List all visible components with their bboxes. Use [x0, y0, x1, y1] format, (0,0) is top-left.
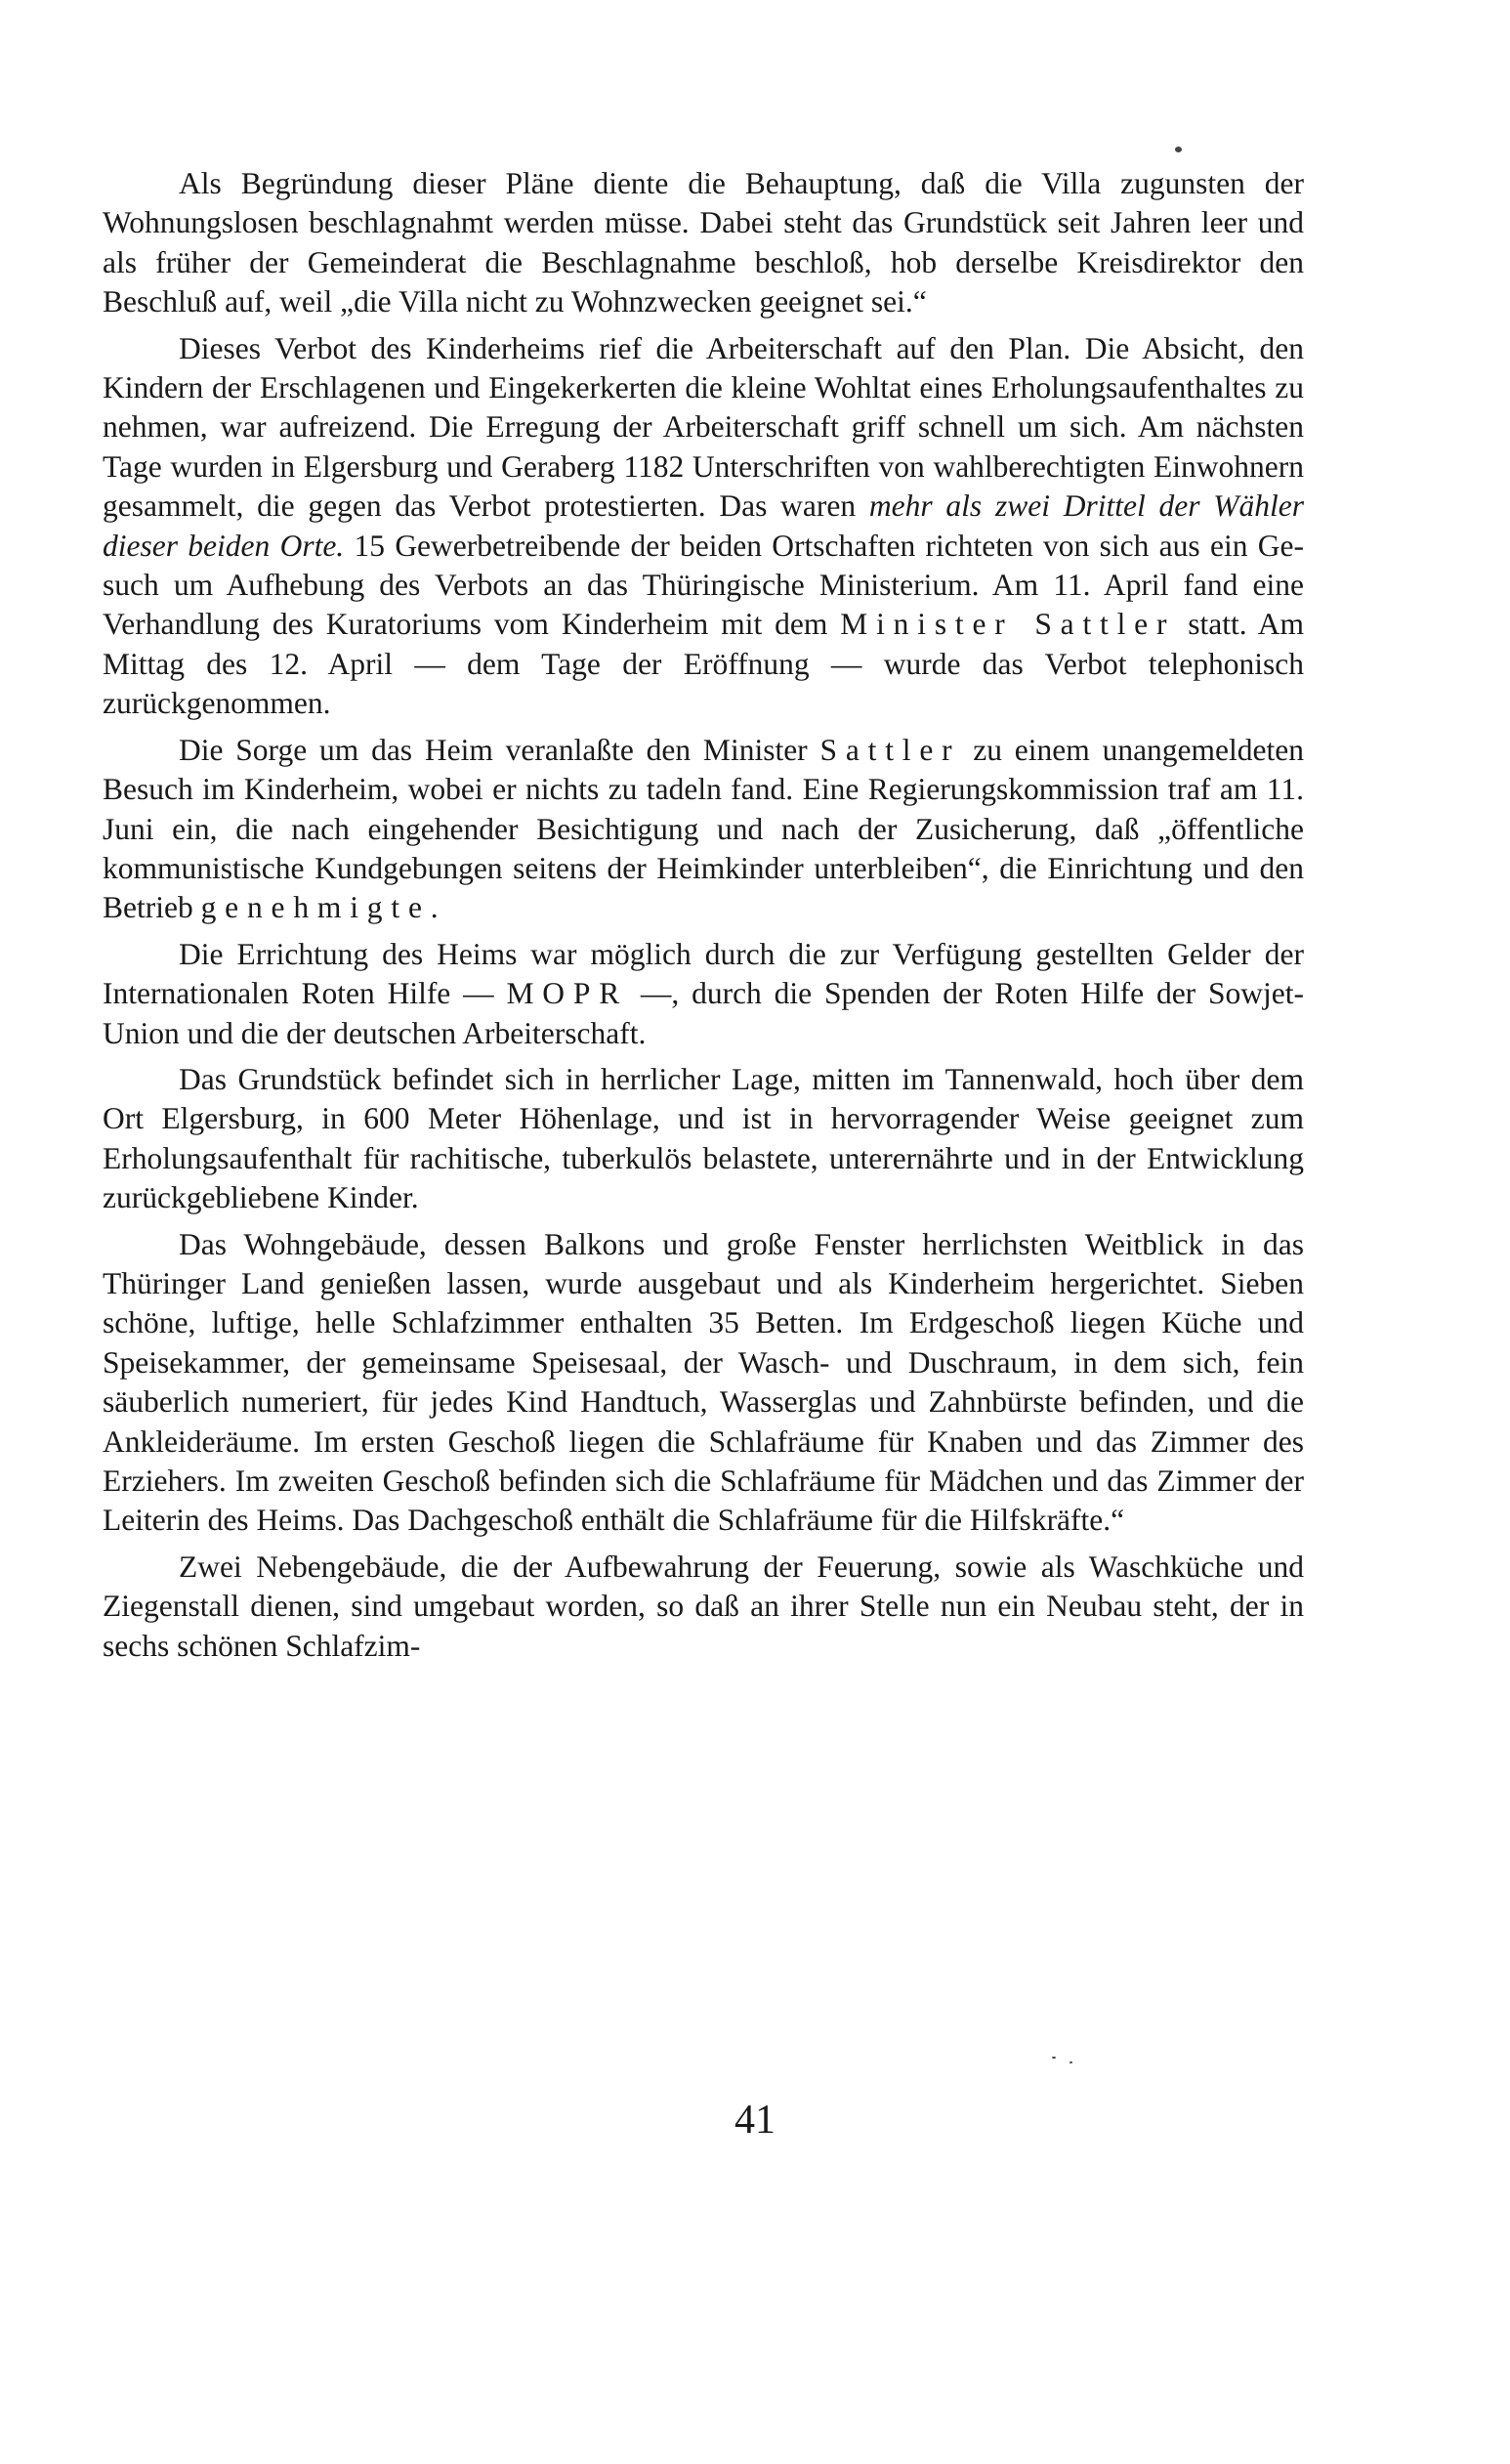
- text-run: Das Grundstück befindet sich in herrlicher Lage, mitten im Tannenwald, hoch über dem Ort Elgersburg, in 600 Meter Höhenlage, und ist in hervorragender Weise geeignet zum Erholungsaufenthalt für rachitische, tuberkulös belastete, unterernährte und in der Entwicklung zurückgebliebene Kinder.: [103, 1061, 1304, 1215]
- text-run: zu einem unangemeldeten Besuch im Kinderheim, wobei er nichts zu tadeln fand. Eine Regierungskommission traf am 11. Juni ein, die nach eingehender Besichtigung und nach der Zusicherung, daß „öffentliche kommunistische Kundgebungen seitens der Heimkinder unterbleiben“, die Einrichtung und den Betrieb: [103, 732, 1304, 925]
- text-run: Zwei Nebengebäude, die der Aufbewahrung der Feuerung, sowie als Waschküche und Ziegenstall dienen, sind umgebaut worden, so daß an ihrer Stelle nun ein Neubau steht, der in sechs schönen Schlafzim-: [103, 1549, 1304, 1663]
- paragraph: [103, 935, 1304, 1053]
- text-run: statt. Am Mittag des 12. April — dem Tage der Eröffnung — wurde das Verbot telephonisch zurückgenommen.: [103, 607, 1305, 721]
- text-run: Die Errichtung des Heims war möglich durch die zur Verfügung gestellten Gelder der Internationalen Roten Hilfe —: [103, 936, 1304, 1011]
- text-run: Als Begründung dieser Pläne diente die Behauptung, daß die Villa zugunsten der Wohnungslosen beschlagnahmt werden müsse. Dabei steht das Grundstück seit Jahren leer und als früher der Gemeinderat die Beschlagnahme beschloß, hob derselbe Kreisdirektor den Beschluß auf, weil „die Villa nicht zu Wohnzwecken geeignet sei.“: [103, 166, 1304, 319]
- paragraph: [103, 329, 1304, 724]
- page-number: 41: [734, 2098, 776, 2143]
- emphasized-text: mehr als zwei Drittel der Wähler dieser beiden Orte.: [103, 489, 1305, 563]
- letterspaced-text: MOPR: [506, 976, 629, 1011]
- letterspaced-text: Sattler: [819, 732, 961, 767]
- letterspaced-text: Minister Sattler: [840, 607, 1176, 642]
- ink-speck: [1175, 147, 1182, 152]
- text-run: 15 Gewerbetreibende der beiden Ortschaften richteten von sich aus ein Gesuch um Aufhebung des Verbots an das Thüringische Ministerium. Am 11. April fand eine Verhandlung des Kuratoriums vom Kinderheim mit dem: [103, 528, 1304, 642]
- paragraph: [103, 1225, 1304, 1541]
- text-run: Das Wohngebäude, dessen Balkons und große Fenster herrlichsten Weitblick in das Thüringer Land genießen lassen, wurde ausgebaut und als Kinderheim hergerichtet. Sieben schöne, luftige, helle Schlafzimmer enthalten 35 Betten. Im Erdgeschoß liegen Küche und Speisekammer, der gemeinsame Speisesaal, der Wasch- und Duschraum, in dem sich, fein säuberlich numeriert, für jedes Kind Handtuch, Wasserglas und Zahnbürste befinden, und die Ankleideräume. Im ersten Geschoß liegen die Schlafräume für Knaben und das Zimmer des Erziehers. Im zweiten Geschoß befinden sich die Schlafräume für Mädchen und das Zimmer der Leiterin des Heims. Das Dachgeschoß enthält die Schlafräume für die Hilfskräfte.“: [103, 1226, 1304, 1538]
- text-run: .: [430, 890, 439, 925]
- ink-speck: [1052, 2057, 1056, 2059]
- text-run: Die Sorge um das Heim veranlaßte den Minister: [179, 732, 820, 767]
- paragraph: [103, 1060, 1304, 1218]
- ink-speck: [1070, 2061, 1072, 2063]
- paragraph: [103, 1548, 1304, 1666]
- paragraph: [103, 731, 1304, 928]
- paragraph: [103, 164, 1304, 322]
- text-run: Dieses Verbot des Kinderheims rief die Arbeiterschaft auf den Plan. Die Absicht, den Kindern der Erschlagenen und Eingekerkerten die kleine Wohltat eines Erholungsaufenthaltes zu nehmen, war aufreizend. Die Erregung der Arbeiterschaft griff schnell um sich. Am nächsten Tage wurden in Elgersburg und Geraberg 1182 Unterschriften von wahlberechtigten Einwohnern gesammelt, die gegen das Verbot protestierten. Das waren: [103, 330, 1304, 524]
- page-body-text: [103, 164, 1304, 1673]
- letterspaced-text: genehmigte: [200, 890, 431, 925]
- text-run: —, durch die Spenden der Roten Hilfe der Sowjet-Union und die der deutschen Arbeiterschaft.: [103, 976, 1304, 1050]
